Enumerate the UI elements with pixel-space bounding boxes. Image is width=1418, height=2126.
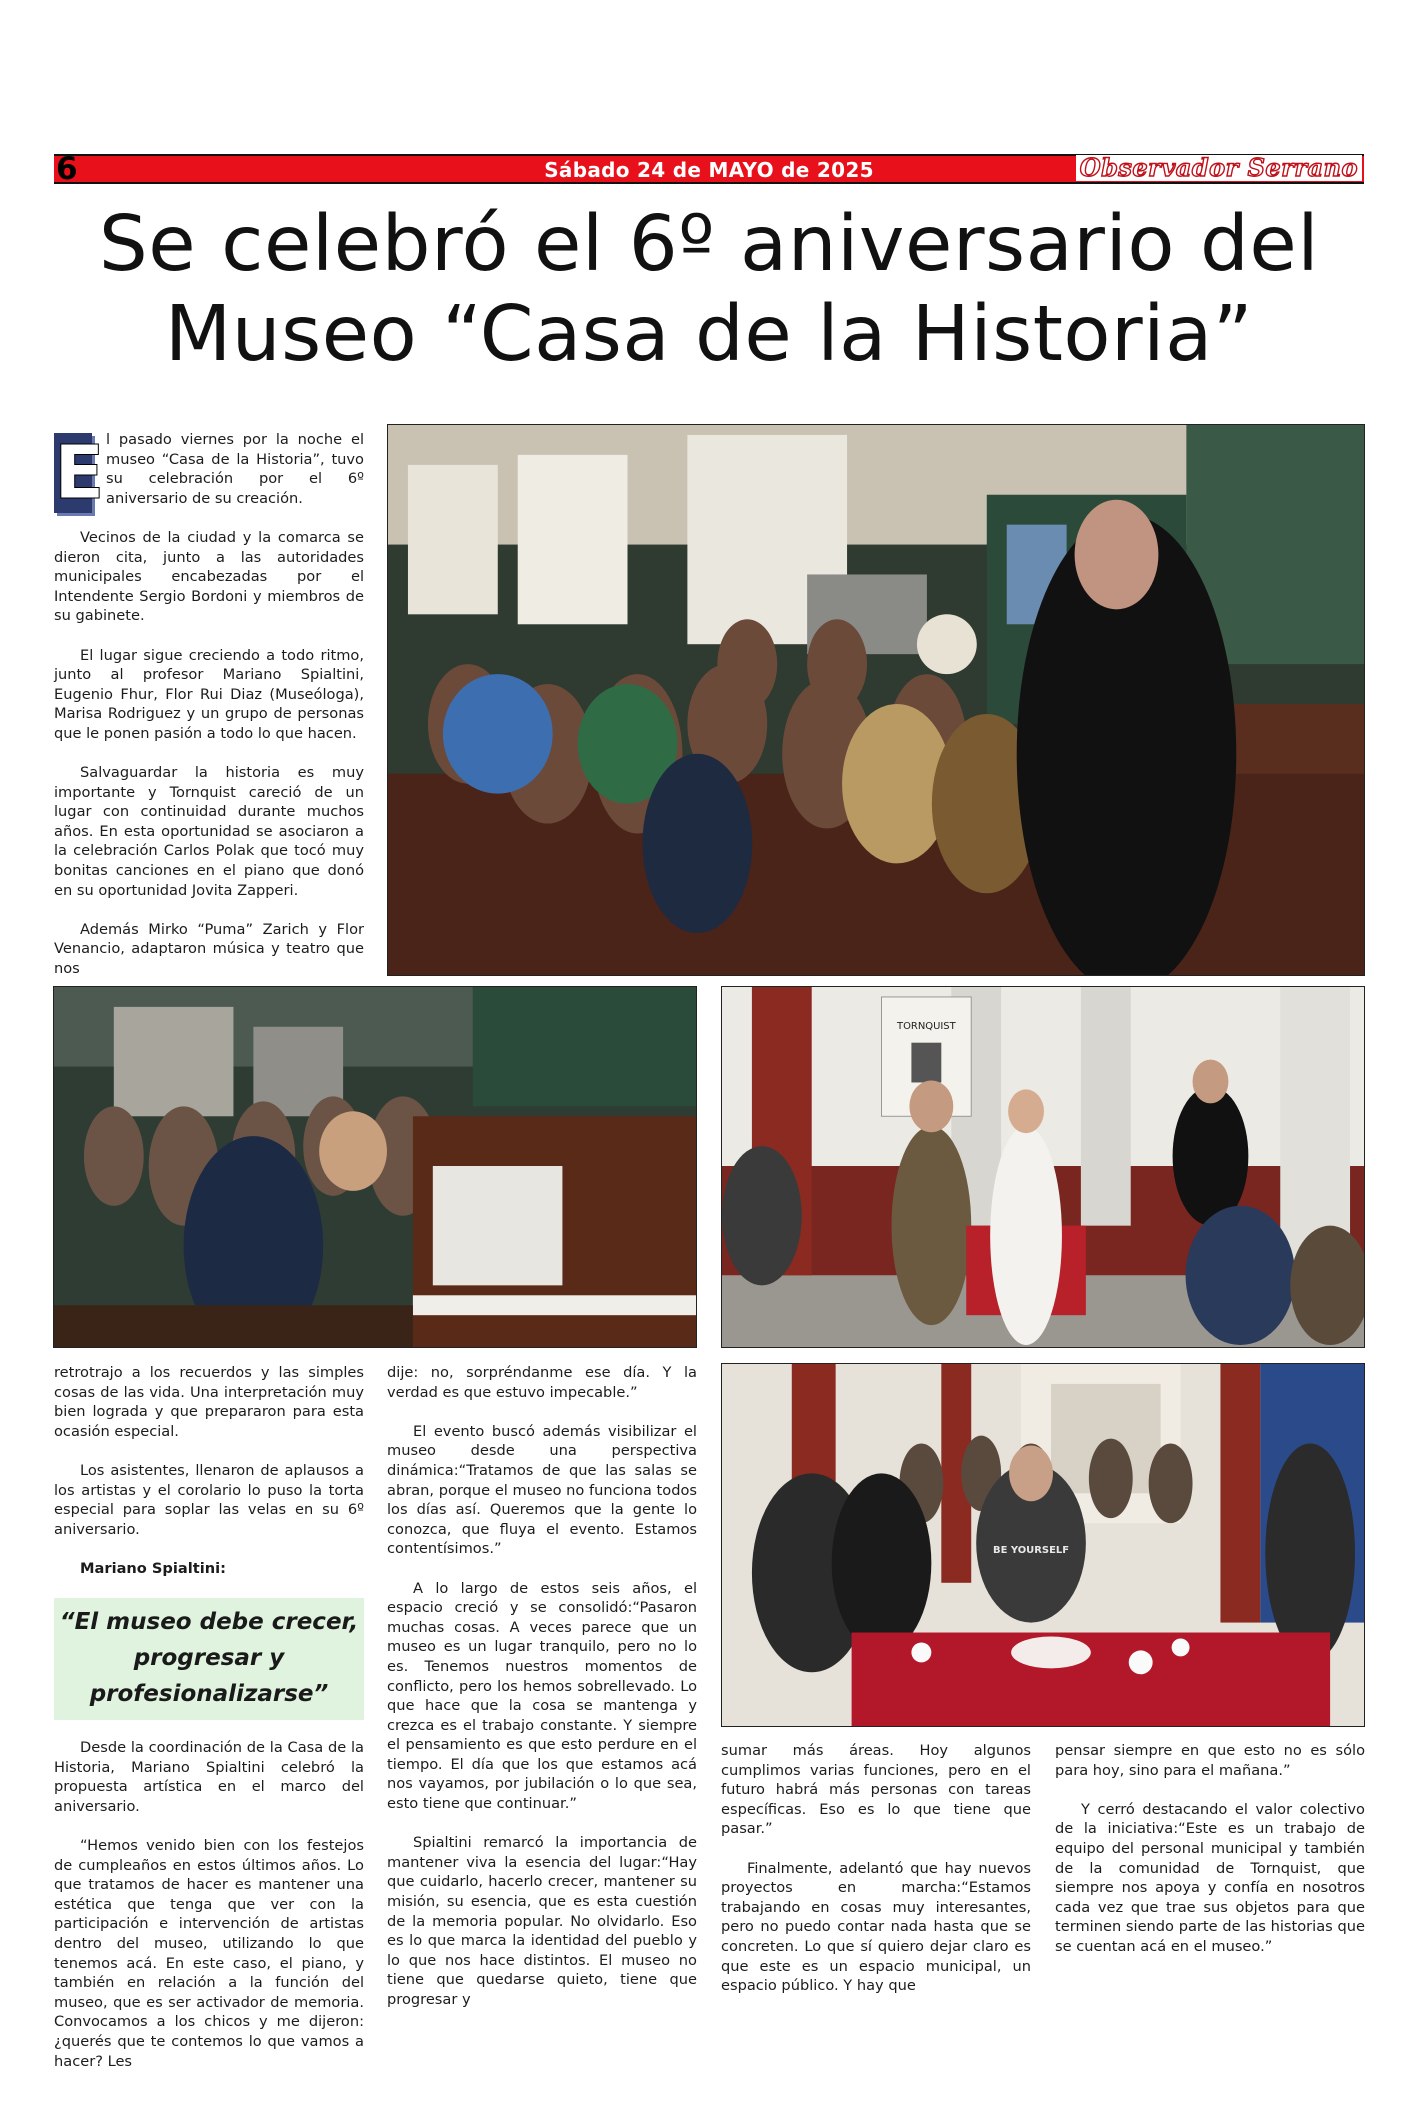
photo-piano-player xyxy=(53,986,697,1348)
article-column-2 xyxy=(387,1363,697,2029)
headline-line-1: Se celebró el 6º aniversario del xyxy=(98,200,1320,289)
paragraph: Spialtini remarcó la importancia de mantener viva la esencia del lugar:“Hay que cuidarlo, hacerlo crecer, mantener su misión, su esencia, que es esta cuestión de la memoria popular. No olvidarlo. Eso es lo que marca la identidad del pueblo y lo que nos hace distintos. El museo no tiene que quedarse quieto, tiene que progresar y xyxy=(387,1834,697,2008)
photo-birthday-cake xyxy=(721,1363,1365,1727)
paragraph: Los asistentes, llenaron de aplausos a los artistas y el corolario lo puso la torta especial para soplar las velas en su 6º aniversario. xyxy=(54,1461,364,1538)
paragraph: Y cerró destacando el valor colectivo de la iniciativa:“Este es un trabajo de equipo del personal municipal y también de la comunidad de Tornquist, que siempre nos apoya y confía en nosotros cada vez que trae sus objetos para que terminen siendo parte de las historias que se cuentan acá en el museo.” xyxy=(1055,1800,1365,1955)
paragraph: sumar más áreas. Hoy algunos cumplimos varias funciones, pero en el futuro habrá más personas con tareas específicas. Eso es lo que tiene que pasar.” xyxy=(721,1742,1031,1838)
paragraph: Además Mirko “Puma” Zarich y Flor Venancio, adaptaron música y teatro que nos xyxy=(54,920,364,978)
masthead-logo: Observador Serrano xyxy=(1076,155,1362,181)
dropcap: E xyxy=(54,430,105,516)
photo-cake-image xyxy=(722,1364,1364,1726)
page-number: 6 xyxy=(56,151,78,187)
paragraph: pensar siempre en que esto no es sólo para hoy, sino para el mañana.” xyxy=(1055,1742,1365,1779)
photo-audience-image xyxy=(388,425,1364,975)
photo-audience-museum xyxy=(387,424,1365,976)
interview-subhead: Mariano Spialtini: xyxy=(80,1559,226,1577)
tornquist-sign: TORNQUIST xyxy=(897,1020,956,1032)
header-bar xyxy=(54,151,1364,187)
photo-piano-image xyxy=(54,987,696,1347)
paragraph: l pasado viernes por la noche el museo “Casa de la Historia”, tuvo su celebración por el 6º aniversario de su creación. xyxy=(106,431,364,507)
article-column-3 xyxy=(721,1741,1031,2015)
paragraph: Finalmente, adelantó que hay nuevos proyectos en marcha:“Estamos trabajando en cosas muy interesantes, pero no puedo contar nada hasta que se concreten. Lo que sí quiero dejar claro es que este es un espacio municipal, un espacio público. Y hay que xyxy=(721,1859,1031,1995)
article-column-4 xyxy=(1055,1741,1365,1976)
article-column-1-continued xyxy=(54,1363,364,2091)
headline xyxy=(40,200,1378,380)
paragraph: El lugar sigue creciendo a todo ritmo, junto al profesor Mariano Spialtini, Eugenio Fhur, Flor Rui Diaz (Museóloga), Marisa Rodriguez y un grupo de personas que le ponen pasión a todo lo que hacen. xyxy=(54,646,364,742)
paragraph: retrotrajo a los recuerdos y las simples cosas de las vida. Una interpretación muy bien lograda y que prepararon para esta ocasión especial. xyxy=(54,1364,364,1440)
issue-date: Sábado 24 de MAYO de 2025 xyxy=(544,158,874,182)
pull-quote: “El museo debe crecer, progresar y profesionalizarse” xyxy=(54,1598,364,1720)
paragraph: A lo largo de estos seis años, el espacio creció y se consolidó:“Pasaron muchas cosas. A veces parece que un museo es un lugar tranquilo, pero no lo es. Tenemos nuestros momentos de conflicto, pero los hemos sobrellevado. Lo que hace que la cosa se mantenga y crezca es el trabajo constante. Y siempre el pensamiento es que esto perdure en el tiempo. El día que los que estamos acá nos vayamos, por jubilación o lo que sea, esto tiene que continuar.” xyxy=(387,1579,697,1813)
paragraph: “Hemos venido bien con los festejos de cumpleaños en estos últimos años. Lo que tratamos de hacer es mantener una estética que tenga que ver con la participación e intervención de artistas dentro del museo, utilizando lo que tenemos acá. En este caso, el piano, y también en relación a la función del museo, que es ser activador de memoria. Convocamos a los chicos y me dijeron: ¿querés que te contemos lo que vamos a hacer? Les xyxy=(54,1837,364,2070)
paragraph: Desde la coordinación de la Casa de la Historia, Mariano Spialtini celebró la propuesta artística en el marco del aniversario. xyxy=(54,1739,364,1815)
headline-line-2: Museo “Casa de la Historia” xyxy=(164,290,1254,379)
article-column-1 xyxy=(54,430,364,998)
photo-theatre-performance xyxy=(721,986,1365,1348)
photo-theatre-image xyxy=(722,987,1364,1347)
paragraph: El evento buscó además visibilizar el museo desde una perspectiva dinámica:“Tratamos de que las salas se abran, porque el museo no funciona todos los días así. Queremos que la gente lo conozca, que fluya el evento. Estamos contentísimos.” xyxy=(387,1422,697,1558)
paragraph: Salvaguardar la historia es muy importante y Tornquist careció de un lugar con continuidad durante muchos años. En esta oportunidad se asociaron a la celebración Carlos Polak que tocó muy bonitas canciones en el piano que donó en su oportunidad Jovita Zapperi. xyxy=(54,764,364,899)
paragraph: Vecinos de la ciudad y la comarca se dieron cita, junto a las autoridades municipales encabezadas por el Intendente Sergio Bordoni y miembros de su gabinete. xyxy=(54,528,364,625)
paragraph: dije: no, sorpréndanme ese día. Y la verdad es que estuvo impecable.” xyxy=(387,1364,697,1401)
cake-shirt-text: BE YOURSELF xyxy=(993,1544,1070,1556)
